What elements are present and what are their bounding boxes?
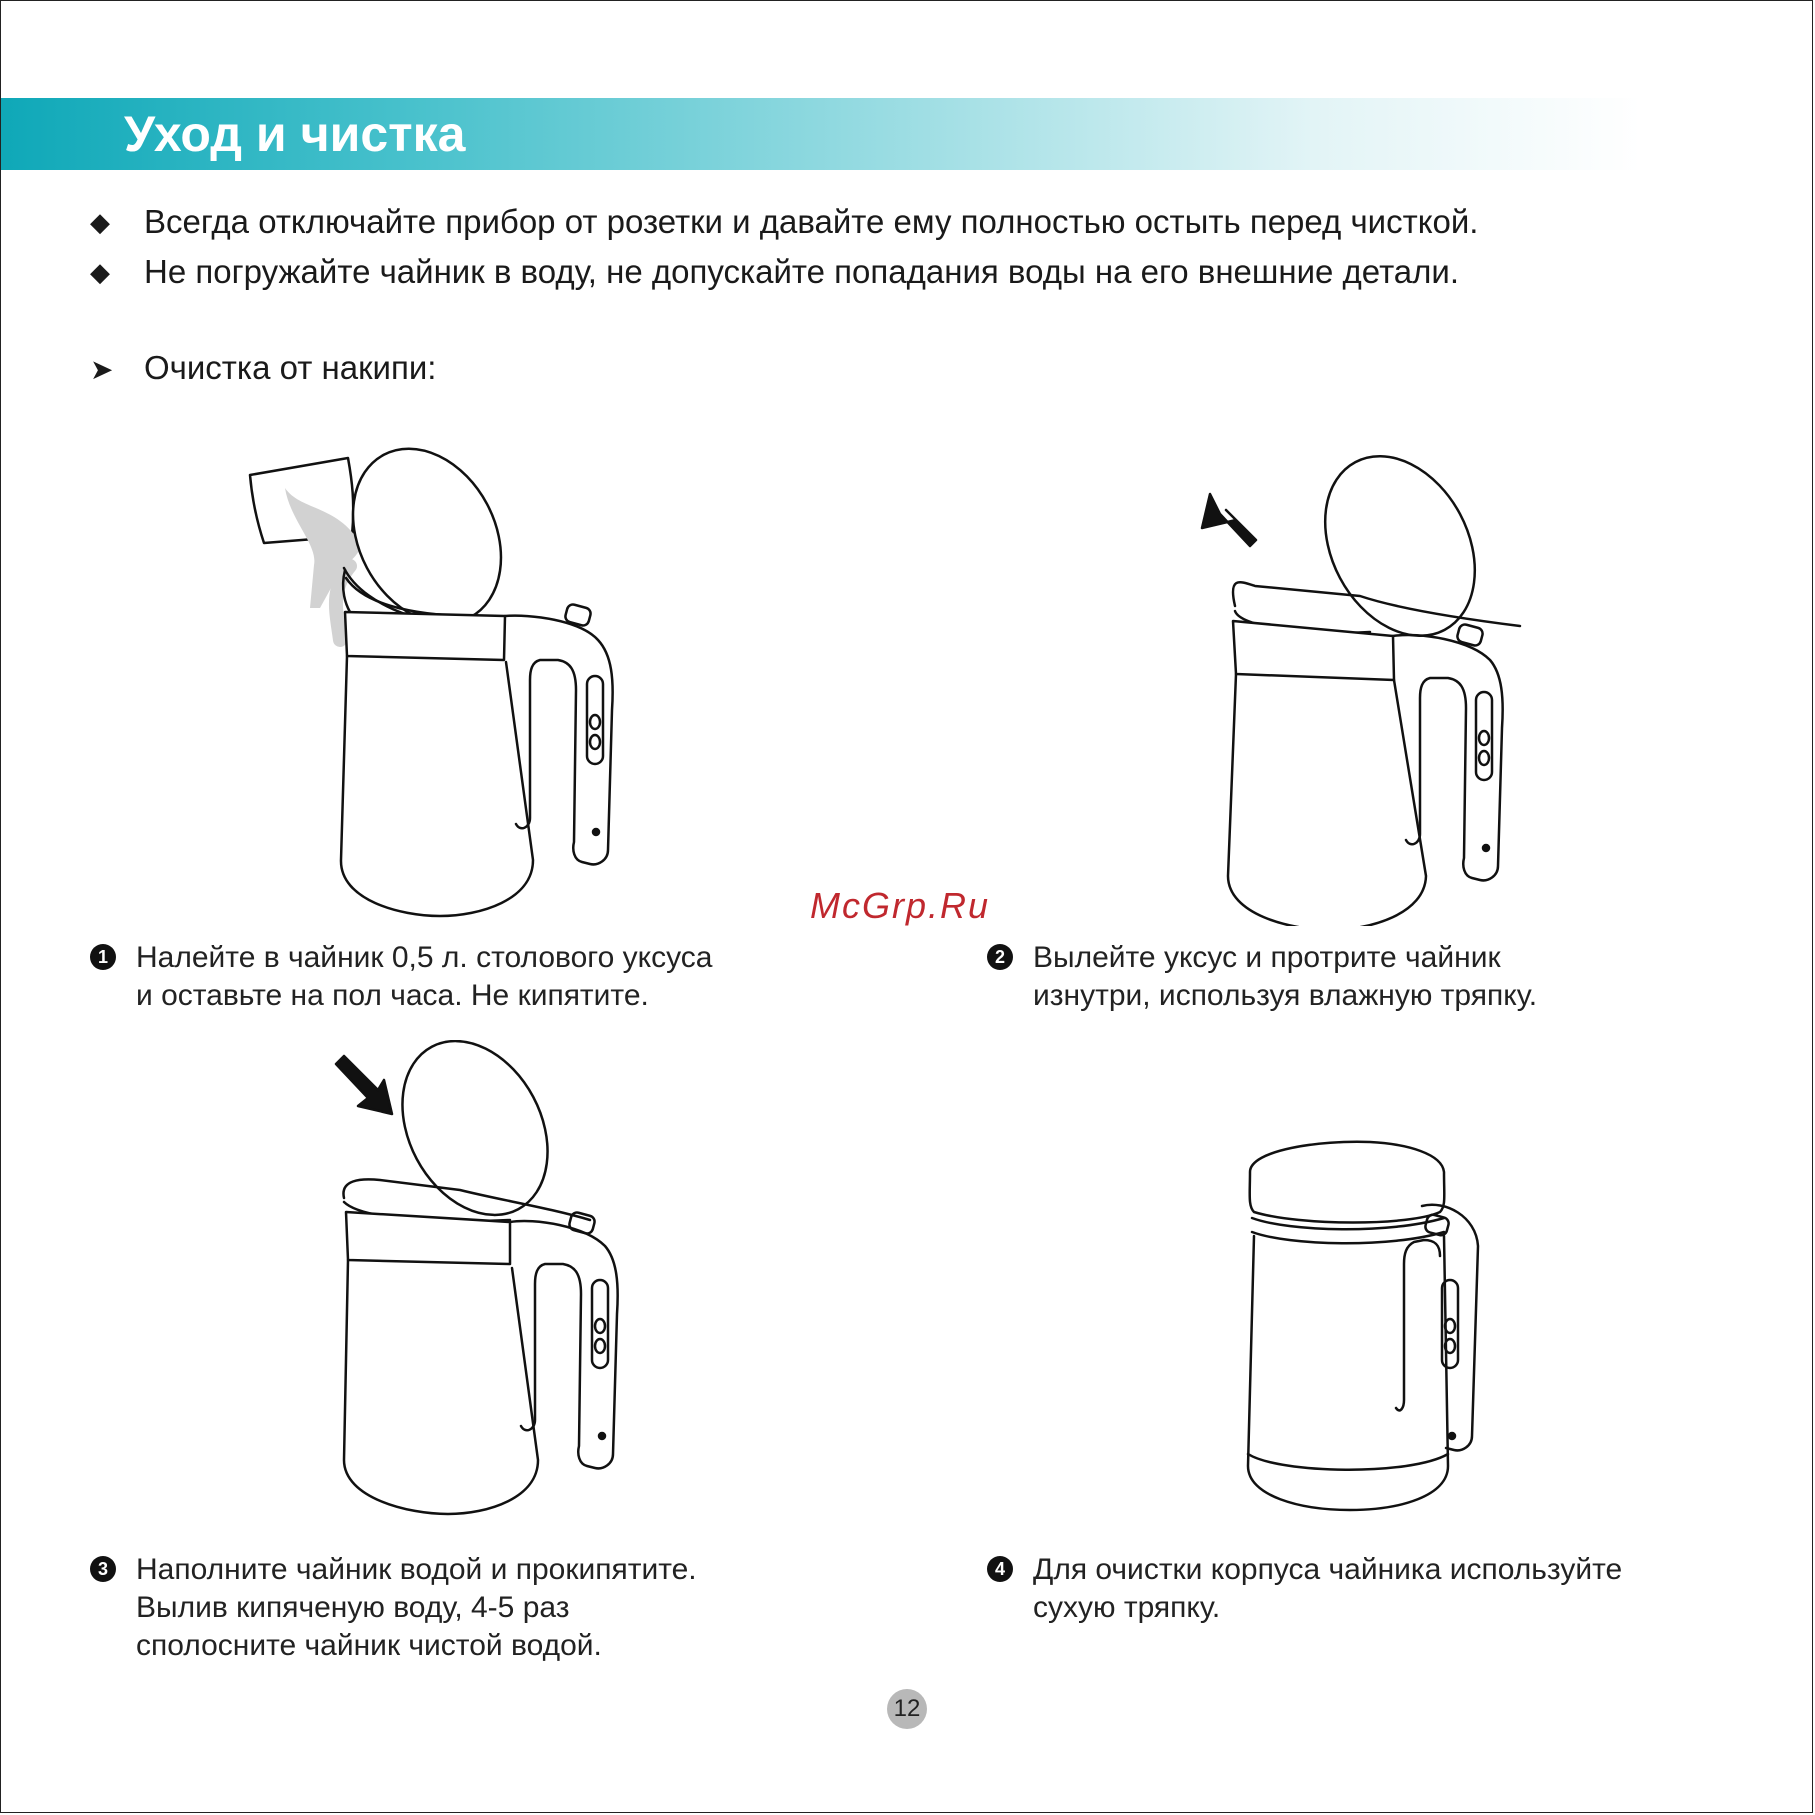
diamond-bullet-icon: ◆ bbox=[90, 207, 110, 237]
bullet-item bbox=[90, 252, 1459, 292]
section-title: Очистка от накипи: bbox=[144, 349, 437, 386]
caption-line: и оставьте на пол часа. Не кипятите. bbox=[136, 979, 649, 1012]
bullet-text: Не погружайте чайник в воду, не допускайте попадания воды на его внешние детали. bbox=[144, 253, 1460, 290]
kettle-pour-illustration bbox=[240, 430, 640, 920]
caption-line: сполосните чайник чистой водой. bbox=[136, 1629, 602, 1662]
step-caption-4 bbox=[994, 1551, 1623, 1627]
step-caption-2 bbox=[994, 939, 1538, 1015]
page-number: 12 bbox=[887, 1689, 927, 1729]
caption-line: сухую тряпку. bbox=[1033, 1591, 1221, 1624]
caption-line: изнутри, используя влажную тряпку. bbox=[1033, 979, 1538, 1012]
arrow-bullet-icon: ➤ bbox=[90, 354, 114, 385]
step-number-badge: 2 bbox=[987, 944, 1013, 970]
bullet-item bbox=[90, 202, 1478, 242]
bullet-text: Всегда отключайте прибор от розетки и давайте ему полностью остыть перед чисткой. bbox=[144, 203, 1479, 240]
kettle-lid-open-illustration bbox=[1180, 436, 1600, 926]
step-number-badge: 4 bbox=[987, 1556, 1013, 1582]
kettle-lid-close-illustration bbox=[330, 1040, 650, 1520]
caption-line: Вылив кипяченую воду, 4-5 раз bbox=[136, 1591, 570, 1624]
caption-line: Вылейте уксус и протрите чайник bbox=[1033, 941, 1501, 974]
watermark: McGrp.Ru bbox=[810, 885, 991, 926]
step-caption-3 bbox=[97, 1551, 697, 1665]
diamond-bullet-icon: ◆ bbox=[90, 257, 110, 287]
caption-line: Наполните чайник водой и прокипятите. bbox=[136, 1553, 697, 1586]
step-number-badge: 3 bbox=[90, 1556, 116, 1582]
page-title: Уход и чистка bbox=[124, 106, 466, 162]
step-caption-1 bbox=[97, 939, 713, 1015]
caption-line: Налейте в чайник 0,5 л. столового уксуса bbox=[136, 941, 713, 974]
step-number-badge: 1 bbox=[90, 944, 116, 970]
section-heading bbox=[90, 348, 436, 390]
caption-line: Для очистки корпуса чайника используйте bbox=[1033, 1553, 1623, 1586]
kettle-closed-illustration bbox=[1240, 1136, 1480, 1516]
